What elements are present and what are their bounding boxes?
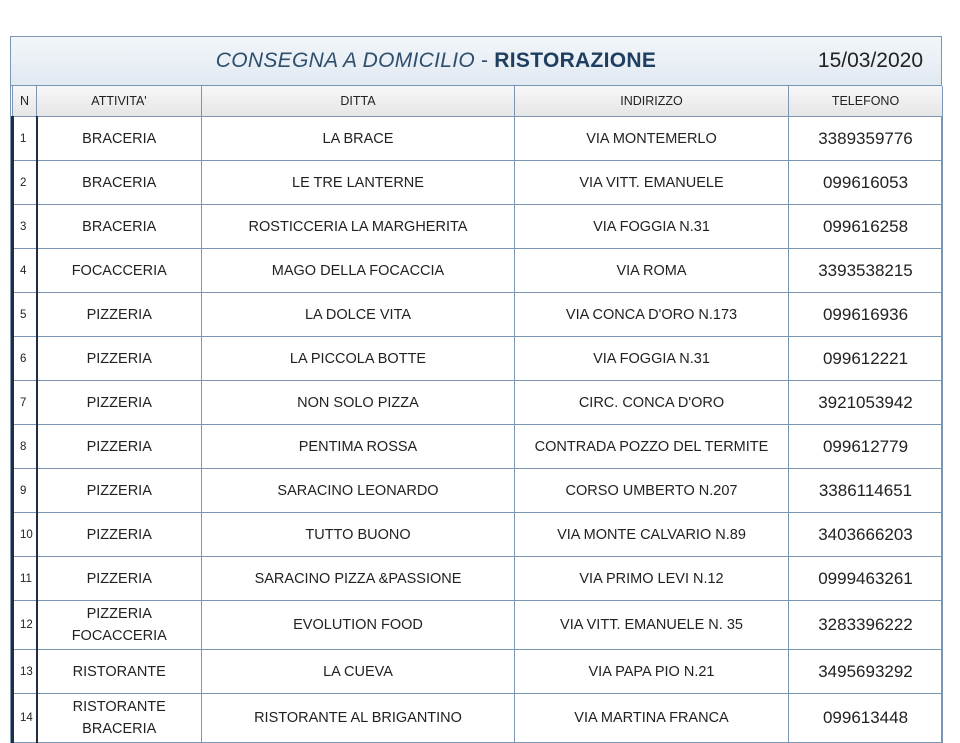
cell-indirizzo: VIA PRIMO LEVI N.12	[515, 557, 789, 601]
cell-attivita	[37, 557, 202, 601]
cell-ditta: LE TRE LANTERNE	[202, 161, 515, 205]
cell-attivita	[37, 205, 202, 249]
title-date: 15/03/2020	[817, 49, 923, 72]
table-row	[13, 381, 943, 425]
cell-n: 3	[13, 205, 37, 249]
cell-indirizzo: VIA MONTEMERLO	[515, 117, 789, 161]
cell-attivita	[37, 293, 202, 337]
cell-n: 6	[13, 337, 37, 381]
cell-indirizzo: VIA VITT. EMANUELE N. 35	[515, 601, 789, 650]
cell-ditta: TUTTO BUONO	[202, 513, 515, 557]
cell-indirizzo: VIA VITT. EMANUELE	[515, 161, 789, 205]
attivita-line: PIZZERIA	[86, 606, 152, 622]
cell-n: 14	[13, 694, 37, 743]
attivita-line: PIZZERIA	[86, 306, 152, 323]
cell-ditta: RISTORANTE AL BRIGANTINO	[202, 694, 515, 743]
spreadsheet	[10, 36, 942, 743]
cell-attivita	[37, 694, 202, 743]
cell-n: 10	[13, 513, 37, 557]
cell-telefono: 099612779	[789, 425, 943, 469]
table-row	[13, 513, 943, 557]
column-header-attivita: ATTIVITA'	[37, 86, 202, 117]
cell-telefono: 099612221	[789, 337, 943, 381]
cell-telefono: 099616936	[789, 293, 943, 337]
cell-attivita	[37, 337, 202, 381]
cell-attivita	[37, 601, 202, 650]
column-header-indirizzo: INDIRIZZO	[515, 86, 789, 117]
cell-n: 2	[13, 161, 37, 205]
cell-telefono: 099616053	[789, 161, 943, 205]
table-row	[13, 161, 943, 205]
table-row	[13, 205, 943, 249]
cell-n: 4	[13, 249, 37, 293]
cell-attivita	[37, 249, 202, 293]
cell-telefono: 3921053942	[789, 381, 943, 425]
cell-indirizzo: CONTRADA POZZO DEL TERMITE	[515, 425, 789, 469]
cell-n: 11	[13, 557, 37, 601]
attivita-line: PIZZERIA	[86, 438, 152, 455]
title-bar	[11, 37, 941, 86]
attivita-line: BRACERIA	[82, 130, 157, 147]
table-row	[13, 293, 943, 337]
cell-ditta: NON SOLO PIZZA	[202, 381, 515, 425]
restaurant-table	[11, 86, 943, 743]
cell-ditta: SARACINO LEONARDO	[202, 469, 515, 513]
cell-attivita	[37, 513, 202, 557]
table-row	[13, 249, 943, 293]
attivita-line: PIZZERIA	[86, 394, 152, 411]
page-title	[11, 49, 941, 73]
cell-n: 8	[13, 425, 37, 469]
cell-indirizzo: VIA FOGGIA N.31	[515, 337, 789, 381]
cell-telefono: 3495693292	[789, 650, 943, 694]
attivita-line: BRACERIA	[82, 218, 157, 235]
cell-n: 13	[13, 650, 37, 694]
attivita-line: BRACERIA	[82, 174, 157, 191]
cell-ditta: LA DOLCE VITA	[202, 293, 515, 337]
cell-n: 5	[13, 293, 37, 337]
cell-indirizzo: VIA MONTE CALVARIO N.89	[515, 513, 789, 557]
table-row	[13, 425, 943, 469]
title-category: RISTORAZIONE	[494, 49, 657, 72]
cell-indirizzo: VIA ROMA	[515, 249, 789, 293]
table-row	[13, 469, 943, 513]
table-row	[13, 557, 943, 601]
cell-indirizzo: CIRC. CONCA D'ORO	[515, 381, 789, 425]
cell-telefono: 3386114651	[789, 469, 943, 513]
cell-ditta: LA BRACE	[202, 117, 515, 161]
cell-telefono: 3389359776	[789, 117, 943, 161]
attivita-line-2: BRACERIA	[82, 721, 157, 737]
cell-n: 9	[13, 469, 37, 513]
attivita-line-2: FOCACCERIA	[71, 628, 167, 644]
column-header-telefono: TELEFONO	[789, 86, 943, 117]
cell-telefono: 3283396222	[789, 601, 943, 650]
cell-ditta: LA PICCOLA BOTTE	[202, 337, 515, 381]
cell-attivita	[37, 161, 202, 205]
title-separator: -	[481, 49, 489, 72]
cell-indirizzo: CORSO UMBERTO N.207	[515, 469, 789, 513]
cell-telefono: 3393538215	[789, 249, 943, 293]
cell-indirizzo: VIA FOGGIA N.31	[515, 205, 789, 249]
attivita-line: RISTORANTE	[72, 663, 166, 680]
cell-indirizzo: VIA MARTINA FRANCA	[515, 694, 789, 743]
cell-n: 7	[13, 381, 37, 425]
table-row	[13, 650, 943, 694]
attivita-line: PIZZERIA	[86, 526, 152, 543]
attivita-line: PIZZERIA	[86, 570, 152, 587]
column-header-n: N	[13, 86, 37, 117]
header-row	[13, 86, 943, 117]
cell-attivita	[37, 117, 202, 161]
cell-ditta: SARACINO PIZZA &PASSIONE	[202, 557, 515, 601]
column-header-ditta: DITTA	[202, 86, 515, 117]
cell-n: 12	[13, 601, 37, 650]
cell-telefono: 3403666203	[789, 513, 943, 557]
title-main: CONSEGNA A DOMICILIO	[215, 49, 475, 72]
cell-ditta: ROSTICCERIA LA MARGHERITA	[202, 205, 515, 249]
cell-attivita	[37, 425, 202, 469]
table-row	[13, 694, 943, 743]
cell-telefono: 099613448	[789, 694, 943, 743]
attivita-line: PIZZERIA	[86, 482, 152, 499]
table-row	[13, 337, 943, 381]
cell-attivita	[37, 469, 202, 513]
attivita-line: FOCACCERIA	[71, 262, 167, 279]
cell-ditta: EVOLUTION FOOD	[202, 601, 515, 650]
cell-indirizzo: VIA PAPA PIO N.21	[515, 650, 789, 694]
attivita-line: RISTORANTE	[72, 699, 166, 715]
cell-ditta: LA CUEVA	[202, 650, 515, 694]
cell-attivita	[37, 381, 202, 425]
cell-indirizzo: VIA CONCA D'ORO N.173	[515, 293, 789, 337]
table-row	[13, 117, 943, 161]
cell-ditta: MAGO DELLA FOCACCIA	[202, 249, 515, 293]
cell-n: 1	[13, 117, 37, 161]
cell-ditta: PENTIMA ROSSA	[202, 425, 515, 469]
table-row	[13, 601, 943, 650]
attivita-line: PIZZERIA	[86, 350, 152, 367]
cell-attivita	[37, 650, 202, 694]
cell-telefono: 0999463261	[789, 557, 943, 601]
cell-telefono: 099616258	[789, 205, 943, 249]
